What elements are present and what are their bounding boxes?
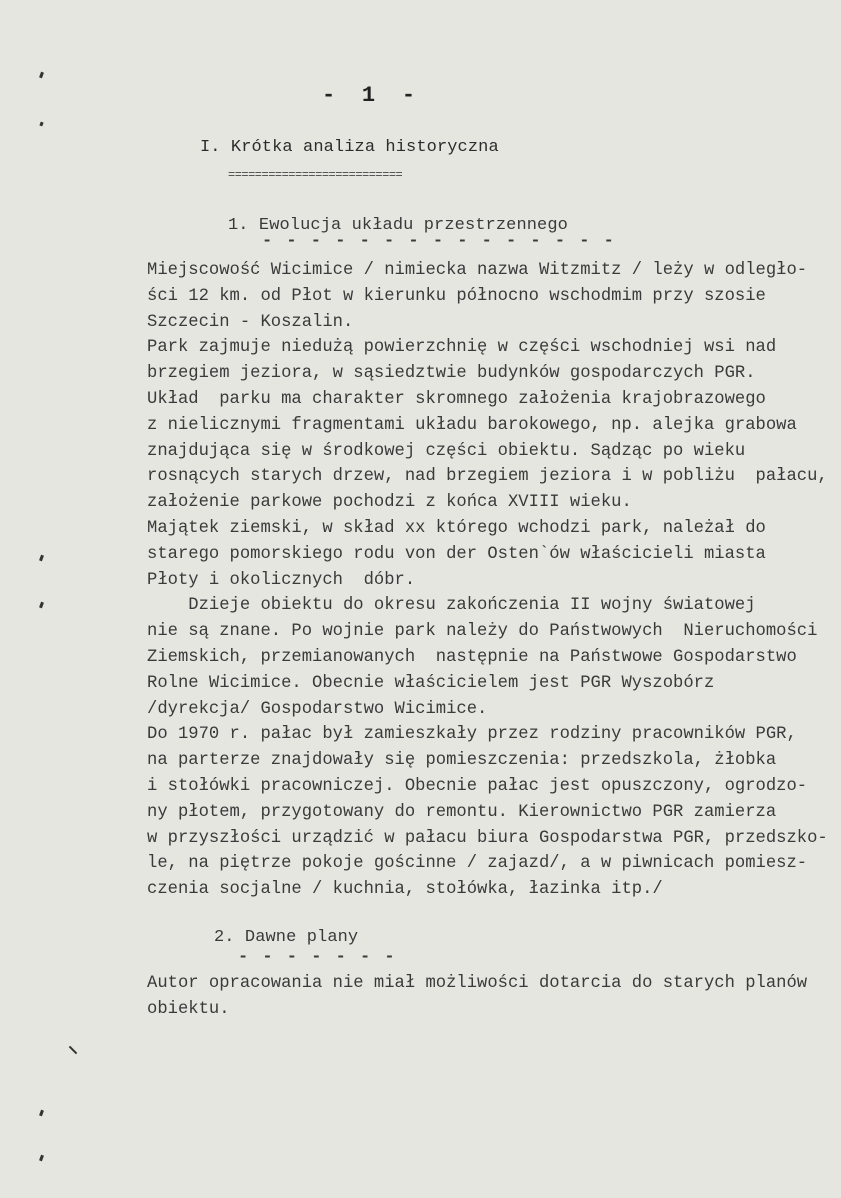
text-line: nie są znane. Po wojnie park należy do Państwowych Nieruchomości bbox=[147, 622, 818, 642]
text-line: Szczecin - Koszalin. bbox=[147, 312, 354, 332]
text-line: Do 1970 r. pałac był zamieszkały przez rodziny pracowników PGR, bbox=[147, 725, 797, 745]
main-heading: I. Krótka analiza historyczna bbox=[200, 138, 499, 157]
binding-hole-mark bbox=[39, 555, 44, 562]
binding-hole-mark bbox=[39, 602, 44, 609]
text-line: rosnących starych drzew, nad brzegiem jeziora i w pobliżu pałacu, bbox=[147, 467, 828, 487]
text-line: na parterze znajdowały się pomieszczenia: przedszkola, żłobka bbox=[147, 751, 777, 771]
text-line: ny płotem, przygotowany do remontu. Kierownictwo PGR zamierza bbox=[147, 802, 777, 822]
text-line: Park zajmuje niedużą powierzchnię w części wschodniej wsi nad bbox=[147, 338, 777, 358]
text-line: w przyszłości urządzić w pałacu biura Gospodarstwa PGR, przedszko- bbox=[147, 828, 828, 848]
binding-hole-mark bbox=[39, 72, 44, 79]
text-line: czenia socjalne / kuchnia, stołówka, łazinka itp./ bbox=[147, 880, 663, 900]
heading-underline: ========================== bbox=[228, 168, 403, 182]
text-line: obiektu. bbox=[147, 999, 230, 1019]
text-line: Układ parku ma charakter skromnego założenia krajobrazowego bbox=[147, 389, 766, 409]
text-line: Ziemskich, przemianowanych następnie na Państwowe Gospodarstwo bbox=[147, 647, 797, 667]
text-line: Autor opracowania nie miał możliwości dotarcia do starych planów bbox=[147, 974, 808, 993]
text-line: brzegiem jeziora, w sąsiedztwie budynków gospodarczych PGR. bbox=[147, 364, 756, 384]
text-line: Miejscowość Wicimice / nimiecka nazwa Witzmitz / leży w odległo- bbox=[147, 261, 808, 280]
section1-title: 1. Ewolucja układu przestrzennego bbox=[228, 216, 568, 235]
section1-body bbox=[147, 258, 828, 903]
page-number: - 1 - bbox=[322, 83, 416, 108]
text-line: /dyrekcja/ Gospodarstwo Wicimice. bbox=[147, 699, 488, 719]
section2-title: 2. Dawne plany bbox=[214, 928, 359, 947]
text-line: Płoty i okolicznych dóbr. bbox=[147, 570, 416, 590]
binding-hole-mark bbox=[39, 122, 43, 127]
binding-hole-mark bbox=[39, 1110, 44, 1117]
binding-hole-mark bbox=[69, 1046, 77, 1054]
text-line: z nielicznymi fragmentami układu barokowego, np. alejka grabowa bbox=[147, 415, 797, 435]
text-line: Majątek ziemski, w skład xx którego wchodzi park, należał do bbox=[147, 518, 766, 538]
text-line: założenie parkowe pochodzi z końca XVIII wieku. bbox=[147, 493, 632, 513]
text-line: Rolne Wicimice. Obecnie właścicielem jest PGR Wyszobórz bbox=[147, 673, 715, 693]
section2-underline: - - - - - - - bbox=[238, 948, 397, 967]
text-line: le, na piętrze pokoje gościnne / zajazd/, a w piwnicach pomiesz- bbox=[147, 854, 808, 874]
section2-body bbox=[147, 971, 807, 1023]
text-line: i stołówki pracowniczej. Obecnie pałac jest opuszczony, ogrodzo- bbox=[147, 776, 808, 796]
section1-underline: - - - - - - - - - - - - - - - bbox=[262, 232, 616, 251]
text-line: Dzieje obiektu do okresu zakończenia II wojny światowej bbox=[147, 596, 756, 616]
text-line: ści 12 km. od Płot w kierunku północno wschodmim przy szosie bbox=[147, 286, 766, 306]
text-line: starego pomorskiego rodu von der Osten`ów właścicieli miasta bbox=[147, 544, 766, 564]
text-line: znajdująca się w środkowej części obiektu. Sądząc po wieku bbox=[147, 441, 746, 461]
binding-hole-mark bbox=[39, 1155, 44, 1162]
